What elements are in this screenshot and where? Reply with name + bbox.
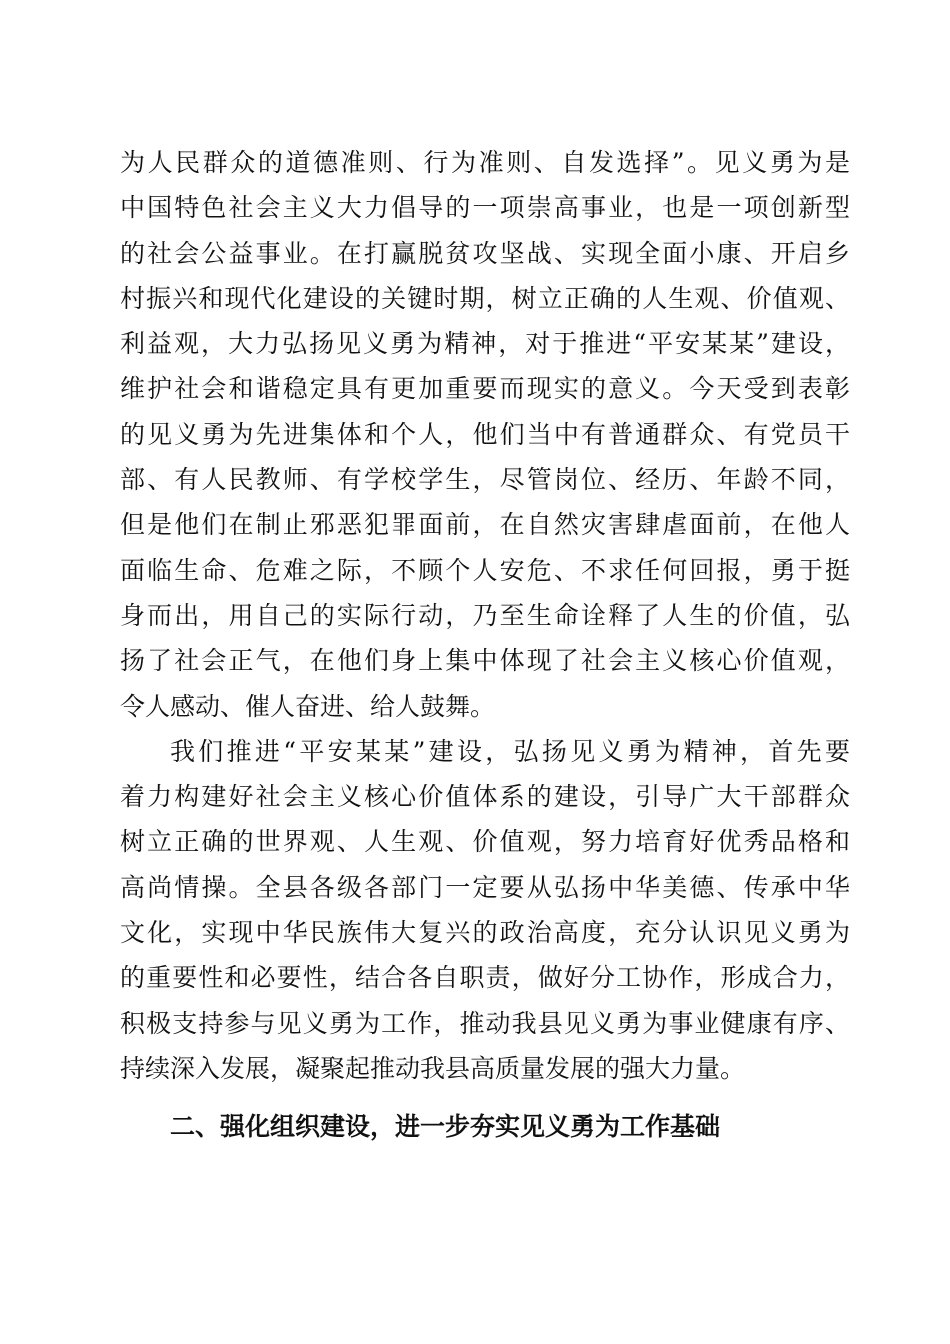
- paragraph-line: 令人感动、催人奋进、给人鼓舞。: [120, 691, 496, 721]
- paragraph-line: 树立正确的世界观、人生观、价值观，努力培育好优秀品格和: [120, 827, 850, 857]
- paragraph-line: 维护社会和谐稳定具有更加重要而现实的意义。今天受到表彰: [120, 374, 850, 404]
- paragraph-line: 我们推进“平安某某”建设，弘扬见义勇为精神，首先要: [170, 736, 850, 766]
- paragraph-line: 部、有人民教师、有学校学生，尽管岗位、经历、年龄不同，: [120, 465, 850, 495]
- paragraph-line: 的社会公益事业。在打赢脱贫攻坚战、实现全面小康、开启乡: [120, 238, 850, 268]
- paragraph-line: 利益观，大力弘扬见义勇为精神，对于推进“平安某某”建设，: [120, 329, 850, 359]
- paragraph-line: 文化，实现中华民族伟大复兴的政治高度，充分认识见义勇为: [120, 918, 850, 948]
- paragraph-line: 为人民群众的道德准则、行为准则、自发选择”。见义勇为是: [120, 148, 850, 177]
- paragraph-line: 的重要性和必要性，结合各自职责，做好分工协作，形成合力，: [120, 963, 850, 993]
- paragraph-line: 但是他们在制止邪恶犯罪面前，在自然灾害肆虐面前，在他人: [120, 510, 850, 540]
- paragraph-line: 积极支持参与见义勇为工作，推动我县见义勇为事业健康有序、: [120, 1008, 850, 1038]
- paragraph-2: [120, 729, 850, 1091]
- paragraph-line: 扬了社会正气，在他们身上集中体现了社会主义核心价值观，: [120, 646, 850, 676]
- paragraph-line: 高尚情操。全县各级各部门一定要从弘扬中华美德、传承中华: [120, 872, 850, 902]
- paragraph-line: 中国特色社会主义大力倡导的一项崇高事业，也是一项创新型: [120, 193, 850, 223]
- body-text: [120, 140, 850, 1091]
- paragraph-line: 身而出，用自己的实际行动，乃至生命诠释了人生的价值，弘: [120, 600, 850, 630]
- section-heading: 二、强化组织建设，进一步夯实见义勇为工作基础: [170, 1112, 721, 1141]
- paragraph-line: 持续深入发展，凝聚起推动我县高质量发展的强大力量。: [120, 1053, 746, 1083]
- paragraph-line: 的见义勇为先进集体和个人，他们当中有普通群众、有党员干: [120, 419, 850, 449]
- paragraph-line: 村振兴和现代化建设的关键时期，树立正确的人生观、价值观、: [120, 283, 850, 313]
- paragraph-1: [120, 140, 850, 729]
- paragraph-line: 着力构建好社会主义核心价值体系的建设，引导广大干部群众: [120, 782, 850, 812]
- paragraph-line: 面临生命、危难之际，不顾个人安危、不求任何回报，勇于挺: [120, 555, 850, 585]
